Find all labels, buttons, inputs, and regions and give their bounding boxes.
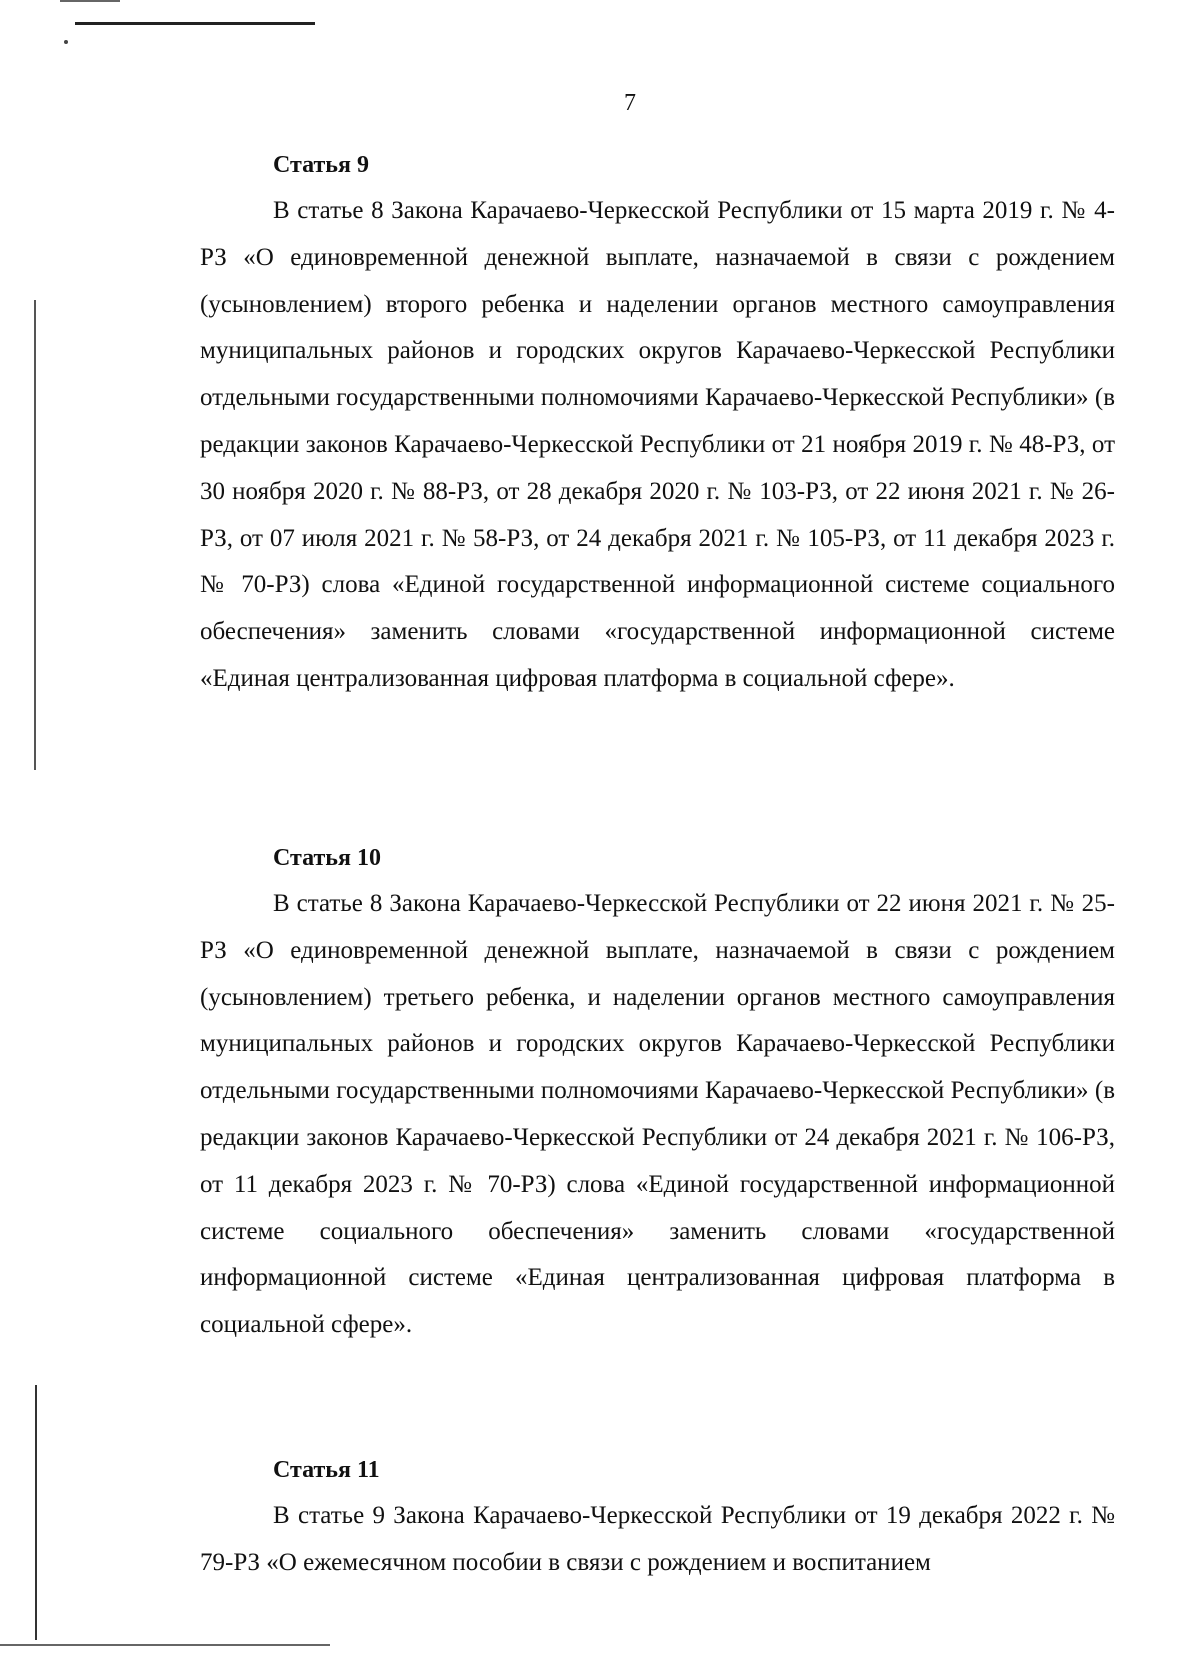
scan-artifact-dot: [64, 40, 68, 44]
article-paragraph: В статье 9 Закона Карачаево-Черкесской Республики от 19 декабря 2022 г. № 79-РЗ «О ежемесячном пособии в связи с рождением и воспитанием: [200, 1502, 1115, 1576]
scan-artifact-top-line: [75, 22, 315, 25]
scan-artifact-left-margin-line: [34, 300, 36, 770]
article-title: Статья 11: [273, 1457, 380, 1483]
article-10: [200, 843, 1115, 1349]
scan-artifact-left-margin-line: [35, 1385, 37, 1640]
article-11: [200, 1455, 1115, 1587]
article-9: [200, 150, 1115, 703]
article-paragraph: В статье 8 Закона Карачаево-Черкесской Республики от 15 марта 2019 г. № 4-РЗ «О единовременной денежной выплате, назначаемой в связи с рождением (усыновлением) второго ребенка и наделении органов местного самоуправления муниципальных районов и городских округов Карачаево-Черкесской Республики отдельными государственными полномочиями Карачаево-Черкесской Республики» (в редакции законов Карачаево-Черкесской Республики от 21 ноября 2019 г. № 48-РЗ, от 30 ноября 2020 г. № 88-РЗ, от 28 декабря 2020 г. № 103-РЗ, от 22 июня 2021 г. № 26-РЗ, от 07 июля 2021 г. № 58-РЗ, от 24 декабря 2021 г. № 105-РЗ, от 11 декабря 2023 г. № 70-РЗ) слова «Единой государственной информационной системе социального обеспечения» заменить словами «государственной информационной системе «Единая централизованная цифровая платформа в социальной сфере».: [200, 197, 1115, 692]
page-number: 7: [624, 90, 636, 116]
article-title: Статья 10: [273, 845, 381, 871]
scan-artifact-bottom-line: [0, 1644, 330, 1646]
scan-artifact-top-line: [60, 0, 120, 2]
article-paragraph: В статье 8 Закона Карачаево-Черкесской Республики от 22 июня 2021 г. № 25-РЗ «О единовременной денежной выплате, назначаемой в связи с рождением (усыновлением) третьего ребенка, и наделении органов местного самоуправления муниципальных районов и городских округов Карачаево-Черкесской Республики отдельными государственными полномочиями Карачаево-Черкесской Республики» (в редакции законов Карачаево-Черкесской Республики от 24 декабря 2021 г. № 106-РЗ, от 11 декабря 2023 г. № 70-РЗ) слова «Единой государственной информационной системе социального обеспечения» заменить словами «государственной информационной системе «Единая централизованная цифровая платформа в социальной сфере».: [200, 890, 1115, 1339]
article-title: Статья 9: [273, 152, 369, 178]
